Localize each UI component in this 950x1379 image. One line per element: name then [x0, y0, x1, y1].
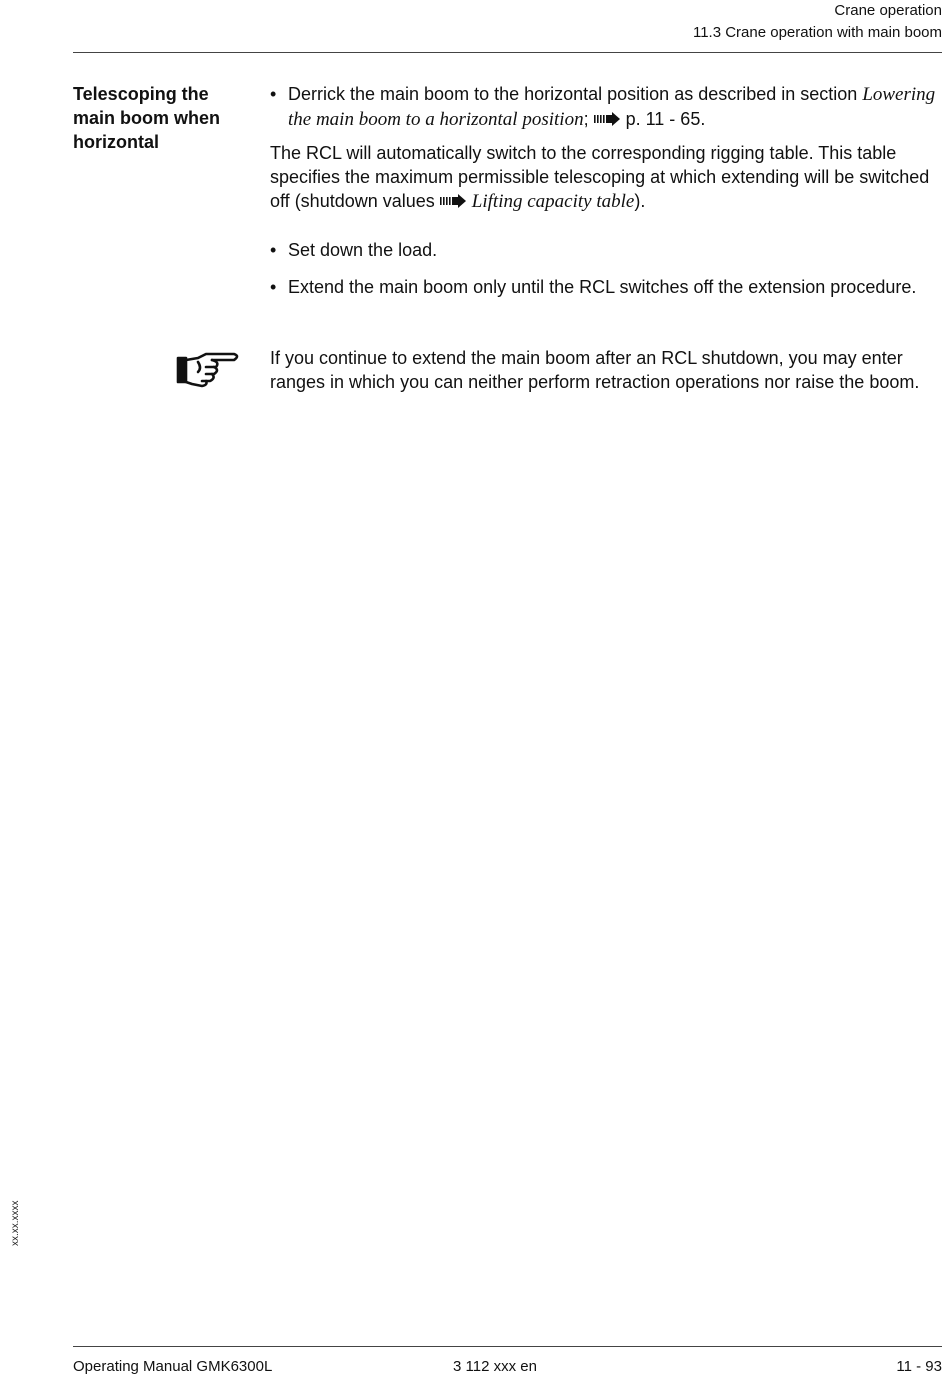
reference-arrow-icon [440, 194, 468, 208]
bullet-item-set-down [270, 238, 942, 262]
bullet-text: Extend the main boom only until the RCL switches off the extension procedure. [288, 277, 917, 297]
footer-page-number: 11 - 93 [896, 1358, 942, 1375]
cross-reference-link[interactable]: Lowering the main boom to a horizontal position [288, 84, 936, 130]
side-heading: Telescoping the main boom when horizontal [73, 84, 221, 152]
bullet-text: Derrick the main boom to the horizontal position as described in section [288, 84, 858, 104]
footer-doc-number: 3 112 xxx en [453, 1358, 537, 1375]
paragraph-text: The RCL will automatically switch to the corresponding rigging table. This table specifies the maximum permissible telescoping at which extending will be switched off (shutdown values [270, 143, 930, 211]
pointing-hand-icon [176, 350, 242, 390]
reference-arrow-icon [594, 112, 622, 126]
paragraph-close: ). [634, 191, 646, 211]
cross-reference-link[interactable]: Lifting capacity table [471, 191, 635, 212]
bullet-item-derrick [270, 82, 942, 132]
header-chapter: Crane operation [834, 2, 942, 19]
footer-divider [73, 1346, 942, 1347]
bullet-text: Set down the load. [288, 240, 438, 260]
main-content [270, 82, 942, 324]
note-text: If you continue to extend the main boom after an RCL shutdown, you may enter ranges in which you can neither perform retraction operations nor raise the boom. [270, 348, 920, 392]
bullet-item-extend [270, 275, 942, 299]
semicolon: ; [583, 109, 589, 129]
header-divider [73, 52, 942, 53]
page-reference[interactable]: p. 11 - 65. [625, 109, 706, 129]
header-section: 11.3 Crane operation with main boom [692, 24, 942, 41]
margin-code: xx.xx.xxxx [10, 1200, 21, 1246]
page-header [693, 0, 942, 44]
rcl-paragraph [270, 141, 942, 214]
footer-manual-title: Operating Manual GMK6300L [73, 1358, 273, 1375]
